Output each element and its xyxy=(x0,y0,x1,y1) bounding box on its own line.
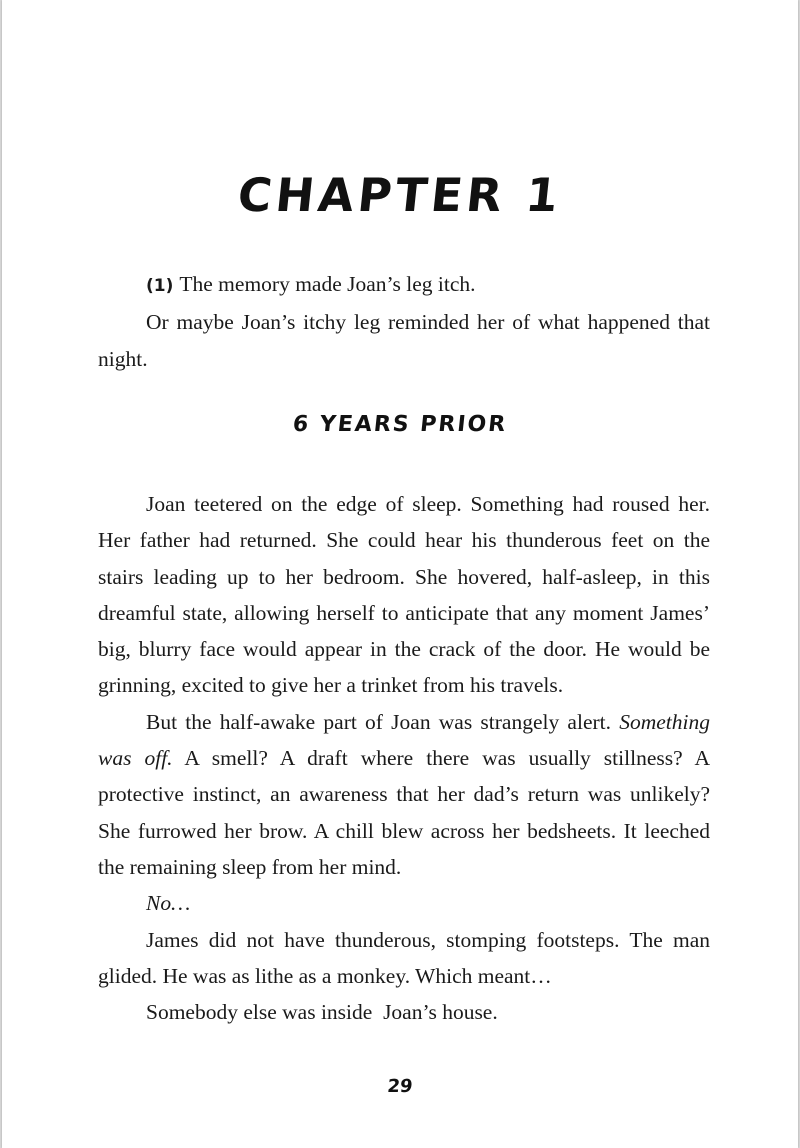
body-text xyxy=(98,486,710,1030)
book-page xyxy=(2,0,798,1148)
body-paragraph-3-italic: No… xyxy=(146,891,191,916)
body-paragraph-2-italic: Something was off. xyxy=(98,709,710,771)
body-paragraph-2 xyxy=(98,704,710,885)
intro-text xyxy=(98,266,710,377)
body-paragraph-4: James did not have thunderous, stomping footsteps. The man glided. He was as lithe as a monkey. Which meant… xyxy=(98,927,710,988)
body-paragraph-2-rest: A smell? A draft where there was usually stillness? A protective instinct, an awareness that her dad’s return was unlikely? She furrowed her brow. A chill blew across her bedsheets. It leeched the remaining sleep from her mind. xyxy=(98,746,711,879)
body-paragraph-5: Somebody else was inside Joan’s house. xyxy=(146,1000,498,1025)
body-paragraph-1: Joan teetered on the edge of sleep. Something had roused her. Her father had returned. She could hear his thunderous feet on the stairs leading up to her bedroom. She hovered, half-asleep, in this dreamful state, allowing herself to anticipate that any moment James’ big, blurry face would appear in the crack of the door. He would be grinning, excited to give her a trinket from his travels. xyxy=(98,492,710,698)
intro-paragraph-1 xyxy=(98,266,710,304)
intro-paragraph-1-text: The memory made Joan’s leg itch. xyxy=(179,272,476,296)
footnote-marker[interactable]: (1) xyxy=(146,276,174,296)
section-heading: 6 YEARS PRIOR xyxy=(291,412,509,437)
chapter-title: CHAPTER 1 xyxy=(235,168,565,222)
intro-paragraph-2: Or maybe Joan’s itchy leg reminded her of what happened that night. xyxy=(98,310,710,371)
page-number: 29 xyxy=(386,1076,414,1097)
body-paragraph-3 xyxy=(98,885,710,921)
body-paragraph-2-start: But the half-awake part of Joan was strangely alert. xyxy=(146,709,612,734)
